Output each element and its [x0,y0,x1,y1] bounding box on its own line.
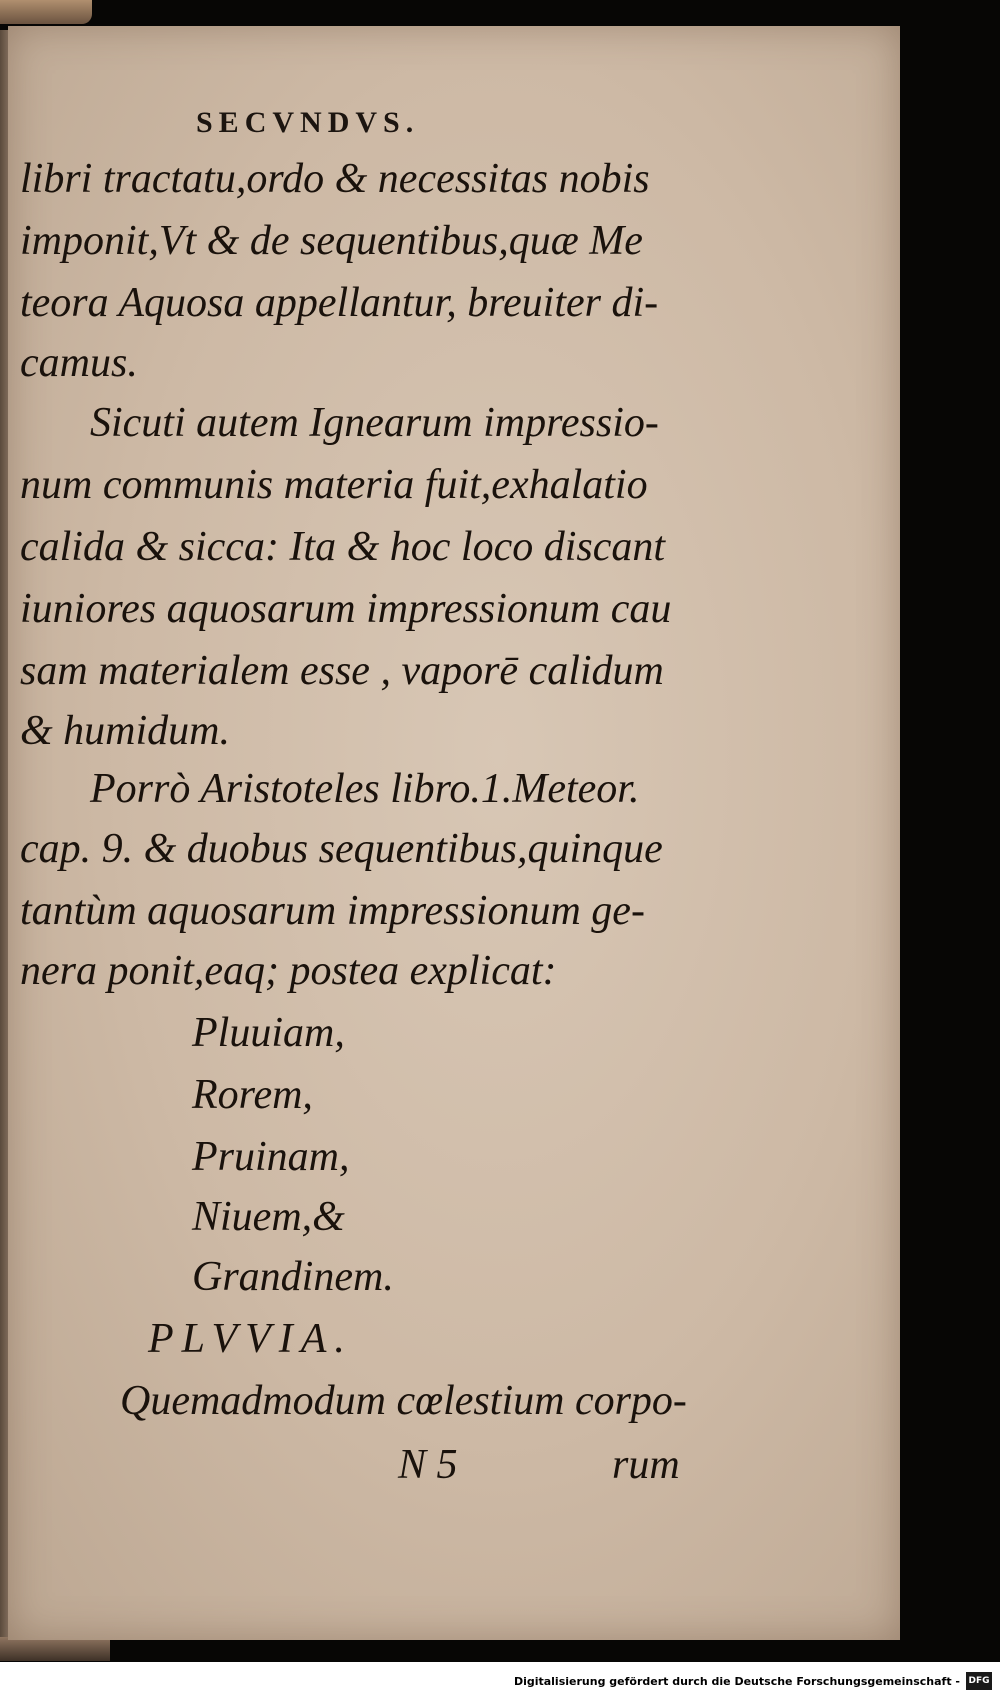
text-line-13: tantùm aquosarum impressionum ge- [20,888,645,934]
list-item-pluuiam: Pluuiam, [192,1010,345,1056]
text-line-7: calida & sicca: Ita & hoc loco discant [20,524,666,570]
book-edge-top [0,0,92,24]
text-line-5: Sicuti autem Ignearum impressio- [90,400,659,446]
text-line-6: num communis materia fuit,exhalatio [20,462,648,508]
text-line-9: sam materialem esse , vaporē calidum [20,648,664,694]
running-head: SECVNDVS. [196,106,420,139]
text-line-2: imponit,Vt & de sequentibus,quæ Me [20,218,643,264]
dfg-logo-icon: DFG [966,1672,992,1690]
text-line-1: libri tractatu,ordo & necessitas nobis [20,156,650,202]
text-line-11: Porrò Aristoteles libro.1.Meteor. [90,766,640,812]
list-item-rorem: Rorem, [192,1072,313,1118]
book-edge-bottom [0,1637,110,1661]
text-line-4: camus. [20,340,138,386]
catchword: rum [612,1442,680,1488]
list-item-pruinam: Pruinam, [192,1134,350,1180]
text-line-8: iuniores aquosarum impressionum cau [20,586,672,632]
signature-mark: N 5 [398,1442,458,1488]
text-line-3: teora Aquosa appellantur, breuiter di- [20,280,659,326]
footer-credit: Digitalisierung gefördert durch die Deutsche Forschungsgemeinschaft - [513,1675,960,1688]
list-item-niuem: Niuem,& [192,1194,345,1240]
text-line-14: nera ponit,eaq; postea explicat: [20,948,557,994]
text-line-10: & humidum. [20,708,230,754]
text-line-last: Quemadmodum cœlestium corpo- [120,1378,687,1424]
section-heading: PLVVIA. [148,1316,353,1362]
list-item-grandinem: Grandinem. [192,1254,394,1300]
text-line-12: cap. 9. & duobus sequentibus,quinque [20,826,663,872]
